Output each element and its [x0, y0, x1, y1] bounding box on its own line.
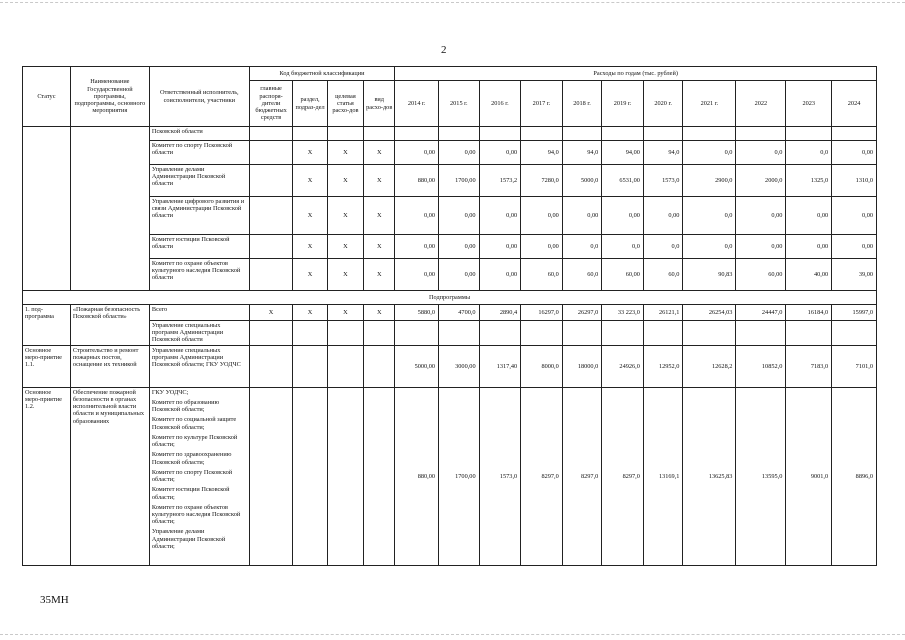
budget-code-cell	[249, 345, 293, 387]
year-header: 2017 г.	[521, 81, 563, 127]
expense-value-cell: 60,0	[562, 259, 602, 291]
measure-row	[23, 345, 877, 387]
expense-value-cell: 4700,0	[439, 305, 480, 321]
executor-list-item: Комитет по охране объектов культурного наследия Псковской области;	[151, 503, 241, 526]
budget-code-cell: X	[327, 141, 363, 165]
budget-code-cell	[364, 345, 395, 387]
expense-value-cell: 1325,0	[786, 165, 832, 197]
expense-value-cell: 0,00	[832, 141, 877, 165]
expense-value-cell: 7280,0	[521, 165, 563, 197]
year-header: 2021 г.	[683, 81, 736, 127]
budget-code-cell: X	[364, 259, 395, 291]
year-header: 2015 г.	[439, 81, 480, 127]
empty-cell	[439, 321, 480, 346]
executor-list-item: Комитет по здравоохранению Псковской области;	[151, 451, 232, 466]
expense-value-cell: 0,0	[643, 235, 683, 259]
budget-code-cell: X	[293, 235, 327, 259]
measure-name: Строительство и ремонт пожарных постов, оснащение их техникой	[70, 345, 149, 387]
expense-value-cell: 8000,0	[521, 345, 563, 387]
budget-code-cell: X	[327, 165, 363, 197]
expense-value-cell	[643, 127, 683, 141]
empty-cell	[521, 321, 563, 346]
empty-cell	[602, 321, 644, 346]
empty-cell	[562, 321, 602, 346]
expense-value-cell: 12952,0	[643, 345, 683, 387]
expense-value-cell	[562, 127, 602, 141]
program-name-cell	[70, 127, 149, 291]
subprogram-executor-row	[23, 321, 877, 346]
expense-value-cell: 9001,0	[786, 387, 832, 565]
expense-value-cell: 0,00	[643, 197, 683, 235]
year-header: 2014 г.	[395, 81, 439, 127]
executor-row	[23, 165, 877, 197]
budget-code-cell: X	[293, 165, 327, 197]
csr-header: целевая статья расхо-дов	[327, 81, 363, 127]
year-header: 2018 г.	[562, 81, 602, 127]
budget-code-cell	[249, 235, 293, 259]
budget-code-cell	[364, 127, 395, 141]
expense-value-cell: 0,0	[562, 235, 602, 259]
executor-cell: Управление делами Администрации Псковской области	[149, 165, 249, 197]
expense-value-cell: 8297,0	[602, 387, 644, 565]
expense-value-cell: 0,00	[479, 197, 521, 235]
budget-code-cell: X	[293, 197, 327, 235]
budget-table	[22, 66, 877, 566]
budget-code-cell: X	[327, 235, 363, 259]
budget-code-cell: X	[293, 259, 327, 291]
budget-code-cell	[293, 127, 327, 141]
expense-value-cell: 1310,0	[832, 165, 877, 197]
expense-value-cell: 1700,00	[439, 387, 480, 565]
expense-value-cell: 18000,0	[562, 345, 602, 387]
status-cell	[23, 127, 71, 291]
subprogram-total-row	[23, 305, 877, 321]
expense-value-cell	[736, 127, 786, 141]
subprogram-total-label: Всего	[149, 305, 249, 321]
executor-list-item: Комитет по социальной защите Псковской области;	[151, 416, 237, 431]
budget-code-cell: X	[364, 197, 395, 235]
expense-value-cell: 0,00	[521, 197, 563, 235]
expense-value-cell: 2900,0	[683, 165, 736, 197]
expense-value-cell: 0,00	[395, 235, 439, 259]
budget-code-cell	[327, 127, 363, 141]
budget-code-cell: X	[364, 235, 395, 259]
expense-value-cell: 0,00	[439, 197, 480, 235]
budget-code-cell: X	[293, 305, 327, 321]
empty-cell	[683, 321, 736, 346]
expense-value-cell: 94,00	[602, 141, 644, 165]
year-header: 2022	[736, 81, 786, 127]
expense-value-cell: 3000,00	[439, 345, 480, 387]
expense-value-cell: 13625,83	[683, 387, 736, 565]
expense-value-cell: 26297,0	[562, 305, 602, 321]
budget-code-cell: X	[364, 141, 395, 165]
expense-value-cell: 13595,0	[736, 387, 786, 565]
empty-cell	[327, 321, 363, 346]
budget-code-cell	[293, 387, 327, 565]
expense-value-cell: 0,00	[439, 141, 480, 165]
budget-code-cell	[249, 141, 293, 165]
executor-cell: Управление цифрового развития и связи Администрации Псковской области	[149, 197, 249, 235]
expense-value-cell: 60,0	[521, 259, 563, 291]
expense-value-cell: 5880,0	[395, 305, 439, 321]
expense-value-cell: 0,0	[736, 141, 786, 165]
executor-list-item: Комитет по культуре Псковской области;	[151, 433, 238, 449]
expense-value-cell: 8297,0	[521, 387, 563, 565]
expense-value-cell: 1573,0	[479, 387, 521, 565]
expense-value-cell: 60,00	[602, 259, 644, 291]
empty-cell	[364, 321, 395, 346]
expense-value-cell: 40,00	[786, 259, 832, 291]
expense-value-cell: 33 223,0	[602, 305, 644, 321]
executor-list-cell	[149, 387, 249, 565]
document-code: 35МН	[40, 594, 69, 606]
expense-value-cell: 0,0	[683, 141, 736, 165]
header-row-1	[23, 67, 877, 81]
executor-cell: Комитет по охране объектов культурного наследия Псковской области	[149, 259, 249, 291]
executor-row	[23, 141, 877, 165]
page-number: 2	[441, 44, 447, 56]
budget-code-cell	[249, 259, 293, 291]
budget-code-cell: X	[293, 141, 327, 165]
executor-row	[23, 127, 877, 141]
expense-value-cell: 0,00	[562, 197, 602, 235]
expense-value-cell: 0,00	[832, 197, 877, 235]
expense-value-cell: 94,0	[562, 141, 602, 165]
expense-value-cell: 0,00	[479, 141, 521, 165]
expense-value-cell: 0,00	[786, 235, 832, 259]
expense-value-cell: 15997,0	[832, 305, 877, 321]
rzpr-header: раздел, подраз-дел	[293, 81, 327, 127]
expense-value-cell: 7101,0	[832, 345, 877, 387]
expense-value-cell	[479, 127, 521, 141]
expense-value-cell: 39,00	[832, 259, 877, 291]
year-header: 2023	[786, 81, 832, 127]
expense-value-cell: 880,00	[395, 165, 439, 197]
executor-cell: Псковской области	[149, 127, 249, 141]
expense-value-cell: 0,00	[786, 197, 832, 235]
scan-edge-top	[0, 2, 905, 3]
expense-value-cell	[521, 127, 563, 141]
expense-value-cell: 1317,40	[479, 345, 521, 387]
subprogram-name: «Пожарная безопасность Псковской области»	[70, 305, 149, 346]
expense-value-cell: 24447,0	[736, 305, 786, 321]
empty-cell	[249, 321, 293, 346]
budget-code-cell	[327, 345, 363, 387]
expense-value-cell: 90,83	[683, 259, 736, 291]
empty-cell	[832, 321, 877, 346]
executor-row	[23, 197, 877, 235]
section-title: Подпрограммы	[23, 291, 877, 305]
expense-value-cell: 0,00	[479, 235, 521, 259]
executor-cell: Управление специальных программ Администрации Псковской области; ГКУ УОДЧС	[149, 345, 249, 387]
expense-value-cell: 60,0	[643, 259, 683, 291]
measure-row	[23, 387, 877, 565]
expense-value-cell: 0,00	[439, 259, 480, 291]
executor-header: Ответственный исполнитель, соисполнители, участники	[149, 67, 249, 127]
expense-value-cell: 0,0	[683, 235, 736, 259]
expense-value-cell	[683, 127, 736, 141]
measure-name: Обеспечение пожарной безопасности в органах исполнительной власти области и муниципальных образованиях	[70, 387, 149, 565]
executor-cell: Комитет по спорту Псковской области	[149, 141, 249, 165]
year-header: 2024	[832, 81, 877, 127]
executor-list-item: Комитет по образованию Псковской области;	[151, 398, 220, 414]
budget-code-cell: X	[327, 197, 363, 235]
budget-code-cell: X	[327, 259, 363, 291]
expense-value-cell: 12628,2	[683, 345, 736, 387]
expense-value-cell: 26121,1	[643, 305, 683, 321]
expense-value-cell: 0,0	[602, 235, 644, 259]
scan-edge-bottom	[0, 634, 905, 635]
expense-value-cell: 60,00	[736, 259, 786, 291]
subprogram-status: 1. под-программа	[23, 305, 71, 346]
expense-value-cell: 0,00	[736, 197, 786, 235]
measure-status: Основное меро-приятие 1.1.	[23, 345, 71, 387]
expense-value-cell: 2890,4	[479, 305, 521, 321]
expense-value-cell	[439, 127, 480, 141]
expense-value-cell: 26254,03	[683, 305, 736, 321]
executor-list-item: Комитет юстиции Псковской области;	[151, 486, 230, 501]
expense-value-cell: 0,0	[683, 197, 736, 235]
budget-code-cell: X	[364, 305, 395, 321]
expense-value-cell: 0,00	[832, 235, 877, 259]
budget-code-cell	[249, 387, 293, 565]
grbs-header: главные распоря-дители бюджетных средств	[249, 81, 293, 127]
budget-code-cell	[293, 345, 327, 387]
empty-cell	[395, 321, 439, 346]
empty-cell	[643, 321, 683, 346]
budget-code-cell: X	[249, 305, 293, 321]
empty-cell	[736, 321, 786, 346]
expenses-header: Расходы по годам (тыс. рублей)	[395, 67, 877, 81]
expense-value-cell: 0,00	[395, 197, 439, 235]
year-header: 2019 г.	[602, 81, 644, 127]
expense-value-cell: 0,00	[521, 235, 563, 259]
budget-code-cell	[249, 127, 293, 141]
expense-value-cell: 16184,0	[786, 305, 832, 321]
measure-status: Основное меро-приятие 1.2.	[23, 387, 71, 565]
executor-list-item: Управление делами Администрации Псковской области;	[151, 528, 226, 550]
expense-value-cell: 0,00	[602, 197, 644, 235]
expense-value-cell	[786, 127, 832, 141]
empty-cell	[786, 321, 832, 346]
expense-value-cell: 2000,0	[736, 165, 786, 197]
expense-value-cell	[832, 127, 877, 141]
expense-value-cell: 0,0	[786, 141, 832, 165]
budget-code-cell: X	[364, 165, 395, 197]
year-header: 2020 г.	[643, 81, 683, 127]
expense-value-cell: 1573,0	[643, 165, 683, 197]
expense-value-cell: 880,00	[395, 387, 439, 565]
budget-code-cell	[249, 197, 293, 235]
executor-list-item: Комитет по спорту Псковской области;	[151, 468, 233, 484]
expense-value-cell: 0,00	[479, 259, 521, 291]
expense-value-cell: 8297,0	[562, 387, 602, 565]
expense-value-cell: 0,00	[395, 141, 439, 165]
expense-value-cell: 16297,0	[521, 305, 563, 321]
expense-value-cell	[602, 127, 644, 141]
budget-code-cell	[327, 387, 363, 565]
expense-value-cell: 0,00	[439, 235, 480, 259]
expense-value-cell: 0,00	[395, 259, 439, 291]
expense-value-cell: 10852,0	[736, 345, 786, 387]
executor-row	[23, 235, 877, 259]
budget-code-header: Код бюджетной классификации	[249, 67, 395, 81]
executor-cell: Комитет юстиции Псковской области	[149, 235, 249, 259]
expense-value-cell: 94,0	[643, 141, 683, 165]
expense-value-cell: 8896,0	[832, 387, 877, 565]
expense-value-cell: 5000,00	[395, 345, 439, 387]
expense-value-cell: 24926,0	[602, 345, 644, 387]
year-header: 2016 г.	[479, 81, 521, 127]
status-header: Статус	[23, 67, 71, 127]
expense-value-cell: 7183,0	[786, 345, 832, 387]
expense-value-cell: 1700,00	[439, 165, 480, 197]
executor-list-item: ГКУ УОДЧС;	[151, 388, 189, 396]
empty-cell	[479, 321, 521, 346]
vr-header: вид расхо-дов	[364, 81, 395, 127]
expense-value-cell: 0,00	[736, 235, 786, 259]
expense-value-cell	[395, 127, 439, 141]
budget-code-cell	[249, 165, 293, 197]
budget-code-cell: X	[327, 305, 363, 321]
budget-code-cell	[364, 387, 395, 565]
executor-cell: Управление специальных программ Администрации Псковской области	[149, 321, 249, 346]
section-row	[23, 291, 877, 305]
expense-value-cell: 1573,2	[479, 165, 521, 197]
executor-row	[23, 259, 877, 291]
expense-value-cell: 94,0	[521, 141, 563, 165]
expense-value-cell: 6531,00	[602, 165, 644, 197]
empty-cell	[293, 321, 327, 346]
program-name-header: Наименование Государственной программы, подпрограммы, основного мероприятия	[70, 67, 149, 127]
expense-value-cell: 13169,1	[643, 387, 683, 565]
expense-value-cell: 5000,0	[562, 165, 602, 197]
